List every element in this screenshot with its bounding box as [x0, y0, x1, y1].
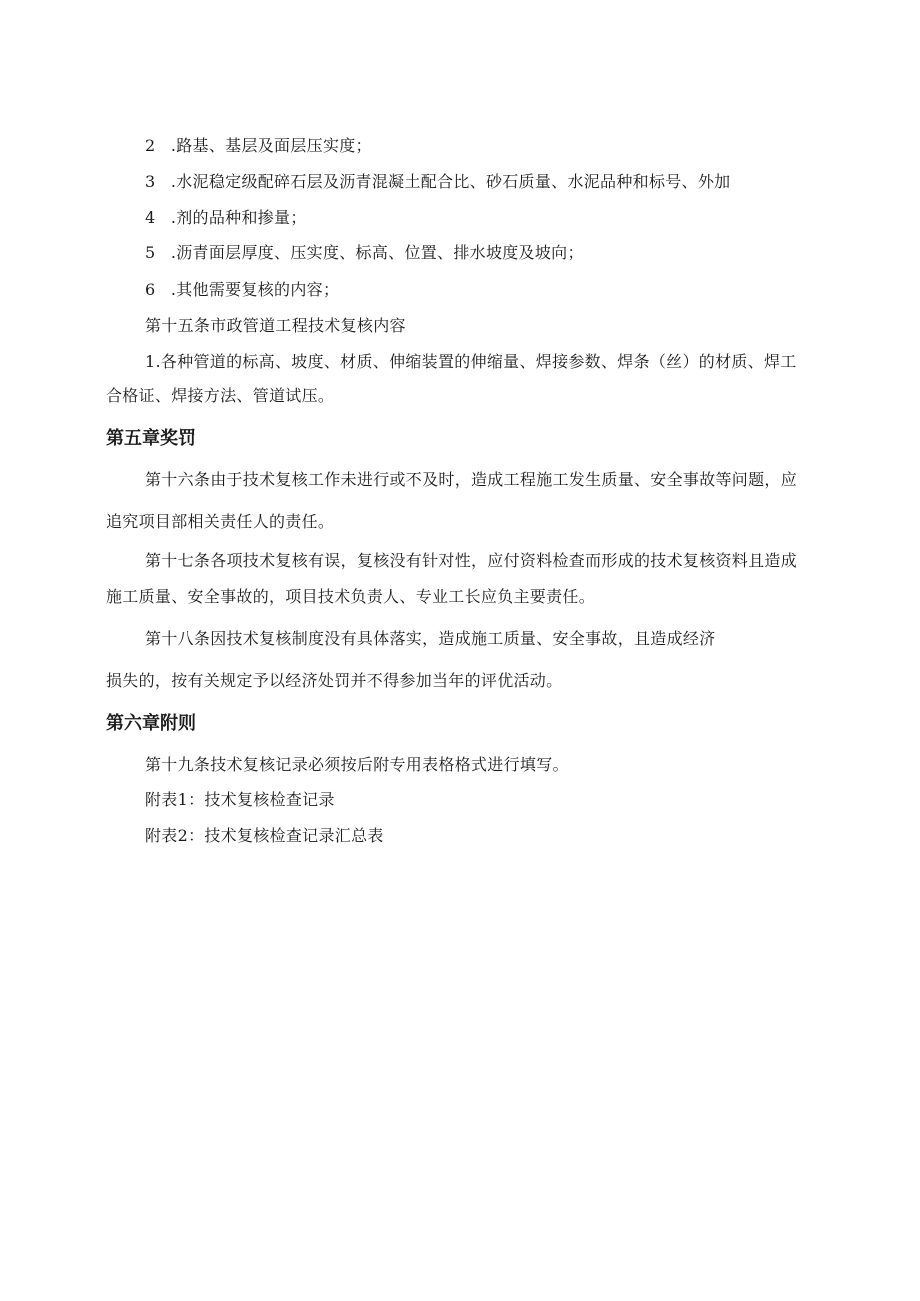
item-number: 6	[145, 280, 156, 299]
chapter-6-heading: 第六章附则	[106, 713, 196, 734]
article-15-title: 第十五条市政管道工程技术复核内容	[145, 316, 406, 335]
item-text: .其他需要复核的内容；	[170, 280, 340, 299]
item-text: .沥青面层厚度、压实度、标高、位置、排水坡度及坡向；	[170, 243, 584, 262]
item-number: 4	[145, 208, 156, 227]
item-text: .剂的品种和掺量；	[170, 208, 307, 227]
list-item-6	[145, 280, 339, 300]
article-17-line-1: 第十七条各项技术复核有误，复核没有针对性，应付资料检查而形成的技术复核资料且造成	[145, 551, 798, 570]
item-number: 3	[145, 172, 156, 191]
article-16-line-2: 追究项目部相关责任人的责任。	[106, 512, 335, 531]
list-item-2	[145, 136, 372, 156]
appendix-2: 附表2：技术复核检查记录汇总表	[145, 826, 384, 845]
article-15-item-1-line-2: 合格证、焊接方法、管道试压。	[106, 386, 335, 405]
item-number: 5	[145, 243, 156, 262]
article-18-line-2: 损失的，按有关规定予以经济处罚并不得参加当年的评优活动。	[106, 671, 563, 690]
list-item-5	[145, 243, 584, 263]
item-number: 2	[145, 136, 156, 155]
article-17-line-2: 施工质量、安全事故的，项目技术负责人、专业工长应负主要责任。	[106, 587, 596, 606]
item-text: .水泥稳定级配碎石层及沥青混凝土配合比、砂石质量、水泥品种和标号、外加	[170, 172, 731, 191]
item-text: .路基、基层及面层压实度；	[170, 136, 372, 155]
chapter-5-heading: 第五章奖罚	[106, 428, 196, 449]
article-19: 第十九条技术复核记录必须按后附专用表格格式进行填写。	[145, 755, 569, 774]
list-item-4	[145, 208, 307, 228]
appendix-1: 附表1：技术复核检查记录	[145, 790, 335, 809]
article-16-line-1: 第十六条由于技术复核工作未进行或不及时，造成工程施工发生质量、安全事故等问题，应	[145, 470, 798, 489]
list-item-3	[145, 172, 730, 192]
article-15-item-1-line-1: 1.各种管道的标高、坡度、材质、伸缩装置的伸缩量、焊接参数、焊条（丝）的材质、焊工	[145, 352, 797, 371]
article-18-line-1: 第十八条因技术复核制度没有具体落实，造成施工质量、安全事故，且造成经济	[145, 629, 716, 648]
